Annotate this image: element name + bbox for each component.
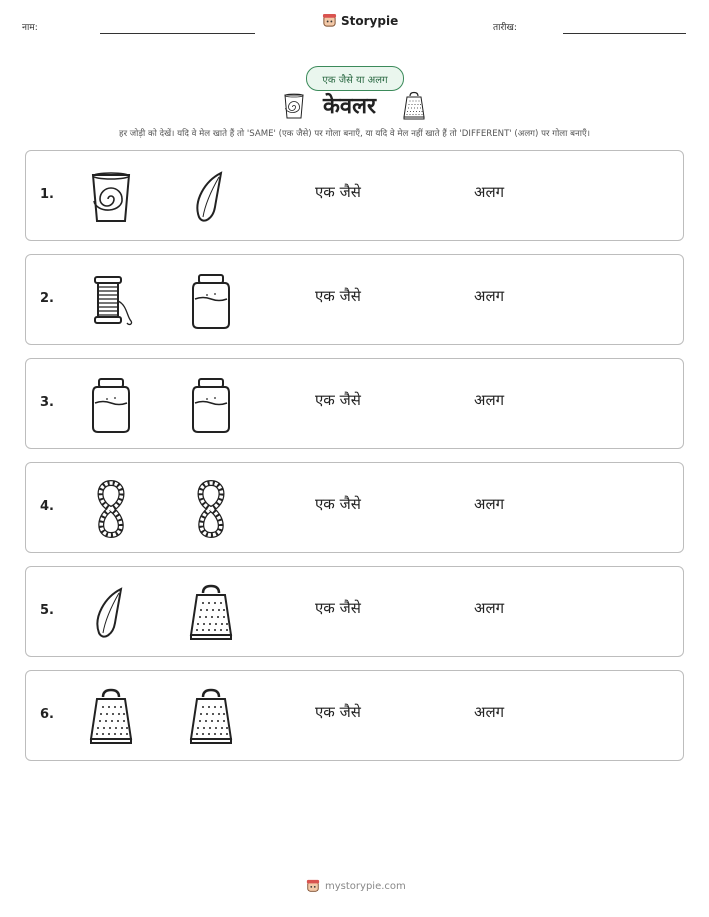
different-option[interactable]: अलग <box>474 391 505 409</box>
different-option[interactable]: अलग <box>474 287 505 305</box>
jar-icon <box>83 375 139 435</box>
question-number: 3. <box>40 395 54 410</box>
different-option[interactable]: अलग <box>474 703 505 721</box>
same-option[interactable]: एक जैसे <box>315 183 361 201</box>
same-option[interactable]: एक जैसे <box>315 391 361 409</box>
name-label: नाम: <box>22 23 38 33</box>
instructions: हर जोड़ी को देखें। यदि वे मेल खाते हैं तो 'SAME' (एक जैसे) पर गोला बनाएँ, या यदि वे मेल नहीं खाते हैं तो 'DIFFERENT' (अलग) पर गोला बनाएँ। <box>119 129 590 139</box>
leaf-icon <box>83 583 139 643</box>
jar-icon <box>183 375 239 435</box>
date-line[interactable] <box>563 33 686 34</box>
same-option[interactable]: एक जैसे <box>315 287 361 305</box>
question-number: 6. <box>40 707 54 722</box>
leaf-icon <box>183 167 239 227</box>
grater-icon <box>400 90 428 122</box>
footer-url[interactable]: mystorypie.com <box>325 880 406 892</box>
brand-name: Storypie <box>341 13 399 28</box>
rope-knot-icon <box>183 479 239 539</box>
title-row <box>0 90 709 122</box>
cup-icon <box>83 167 139 227</box>
grater-icon <box>183 583 239 643</box>
grater-icon <box>183 687 239 747</box>
question-number: 4. <box>40 499 54 514</box>
question-number: 1. <box>40 187 54 202</box>
cup-icon <box>280 90 308 122</box>
spool-icon <box>83 271 139 331</box>
question-row <box>25 670 684 761</box>
same-option[interactable]: एक जैसे <box>315 703 361 721</box>
same-option[interactable]: एक जैसे <box>315 495 361 513</box>
same-option[interactable]: एक जैसे <box>315 599 361 617</box>
name-line[interactable] <box>100 33 255 34</box>
footer <box>306 879 406 893</box>
question-row <box>25 566 684 657</box>
grater-icon <box>83 687 139 747</box>
mascot-icon <box>322 13 337 28</box>
question-row <box>25 358 684 449</box>
rope-knot-icon <box>83 479 139 539</box>
question-row <box>25 150 684 241</box>
page-title: केवलर <box>323 94 377 119</box>
mascot-icon <box>306 879 320 893</box>
different-option[interactable]: अलग <box>474 183 505 201</box>
question-row <box>25 254 684 345</box>
different-option[interactable]: अलग <box>474 599 505 617</box>
different-option[interactable]: अलग <box>474 495 505 513</box>
question-number: 2. <box>40 291 54 306</box>
jar-icon <box>183 271 239 331</box>
date-label: तारीख: <box>493 23 517 33</box>
question-number: 5. <box>40 603 54 618</box>
brand-logo <box>322 13 398 28</box>
worksheet-type-badge: एक जैसे या अलग <box>306 66 404 91</box>
question-row <box>25 462 684 553</box>
